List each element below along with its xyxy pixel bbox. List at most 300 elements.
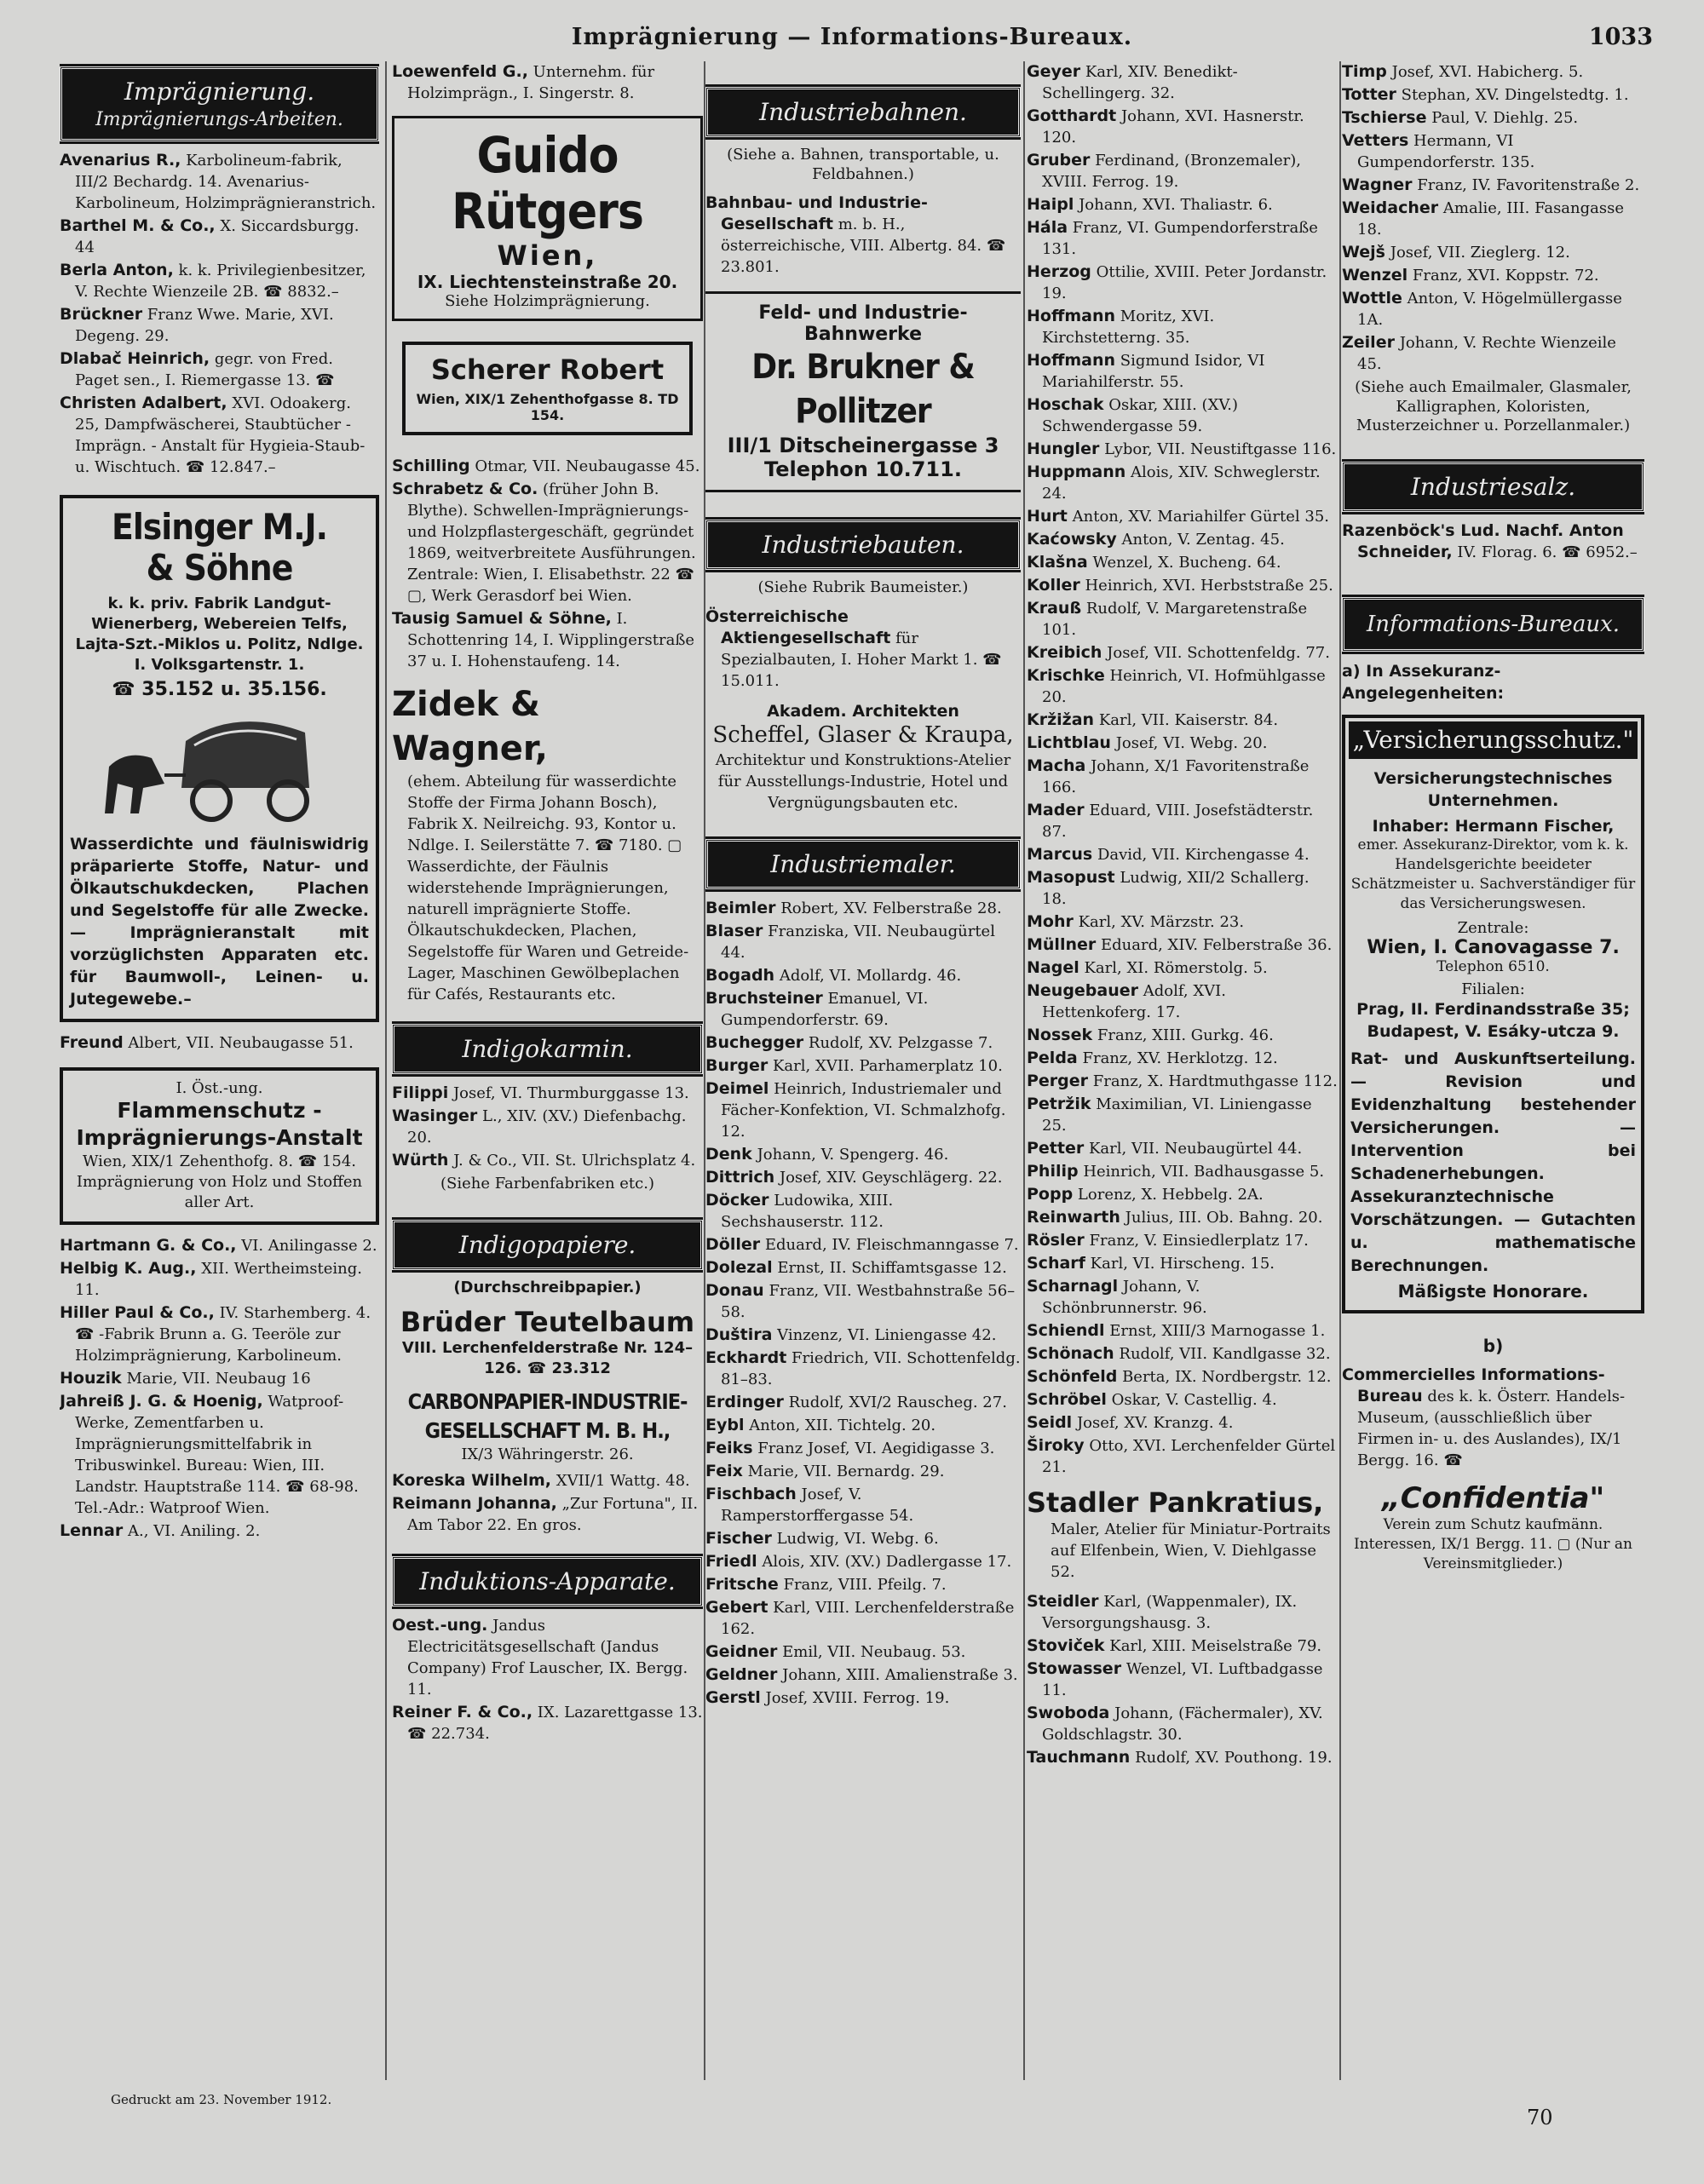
entry-details: L., XIV. (XV.) Diefenbachg. 20. <box>407 1107 687 1147</box>
entry-details: Johann, XVI. Thaliastr. 6. <box>1079 196 1273 214</box>
entry-list <box>1342 520 1644 563</box>
entry-details: Anton, XII. Tichtelg. 20. <box>749 1416 936 1434</box>
directory-entry <box>60 1258 379 1301</box>
entry-name: Blaser <box>705 921 763 940</box>
entry-details: Josef, VI. Thurmburggasse 13. <box>452 1084 689 1102</box>
directory-entry <box>60 1520 379 1542</box>
entry-details: Josef, XVI. Habicherg. 5. <box>1391 63 1584 81</box>
entry-name: Buchegger <box>705 1032 804 1052</box>
entry-details: (früher John B. Blythe). Schwellen-Imprägnierungs- und Holzpflastergeschäft, gegründet 1869, weitverbreitete Ausführungen. Zentrale: Wien, I. Elisabethstr. 22 ☎ ▢, Werk Gerasdorf bei Wien. <box>407 480 696 605</box>
directory-entry <box>1027 1591 1338 1634</box>
directory-entry <box>1342 288 1644 330</box>
directory-entry <box>1027 642 1338 664</box>
directory-entry <box>1342 130 1644 173</box>
entry-details: Franz, XIII. Gurkg. 46. <box>1097 1026 1274 1044</box>
entry-name: Österreichische Aktiengesellschaft <box>705 606 891 647</box>
entry-details: Moritz, XVI. Kirchstetterng. 35. <box>1042 307 1215 347</box>
entry-name: Tschierse <box>1342 108 1427 127</box>
entry-name: Masopust <box>1027 868 1115 887</box>
entry-details: Watproof-Werke, Zementfarben u. Imprägnierungsmittelfabrik in Tribuswinkel. Bureau: Wien, III. Landstr. Hauptstraße 114. ☎ 68-98. Tel.-Adr.: Watproof Wien. <box>75 1393 359 1517</box>
entry-details: Karl, XI. Römerstolg. 5. <box>1084 959 1268 977</box>
directory-entry <box>392 1083 703 1104</box>
directory-entry <box>1027 1138 1338 1159</box>
entry-details: Josef, V. Ramperstorffergasse 54. <box>721 1485 914 1525</box>
entry-list <box>392 1083 703 1171</box>
directory-entry <box>705 1144 1021 1165</box>
directory-entry <box>392 479 703 606</box>
directory-entry <box>705 1664 1021 1686</box>
directory-entry <box>705 1032 1021 1054</box>
see-reference: (Siehe a. Bahnen, transportable, u. Feldbahnen.) <box>727 146 999 183</box>
directory-entry <box>705 965 1021 986</box>
entry-name: Döller <box>705 1234 761 1254</box>
directory-entry <box>1027 1389 1338 1411</box>
entry-details: Eduard, IV. Fleischmanngasse 7. <box>764 1235 1019 1254</box>
directory-entry <box>1027 61 1338 104</box>
entry-name: Wenzel <box>1342 266 1408 284</box>
directory-entry <box>1342 242 1644 263</box>
entry-details: Karl, VIII. Lerchenfelderstraße 162. <box>721 1598 1015 1638</box>
entry-name: Hiller Paul & Co., <box>60 1303 215 1322</box>
advert-flammenschutz <box>60 1067 379 1225</box>
entry-name: Schrabetz & Co. <box>392 480 538 498</box>
directory-entry <box>1027 1658 1338 1701</box>
entry-name: Barthel M. & Co., <box>60 216 216 235</box>
directory-entry <box>1027 150 1338 193</box>
directory-entry <box>1027 756 1338 798</box>
section-heading-induktions-apparate: Induktions-Apparate. <box>392 1556 703 1606</box>
directory-entry <box>1027 911 1338 933</box>
directory-entry <box>392 1470 703 1491</box>
entry-list <box>392 1470 703 1536</box>
advert-address: Wien, I. Canovagasse 7. <box>1367 936 1620 958</box>
directory-entry <box>705 1078 1021 1142</box>
entry-name: Eybl <box>705 1415 745 1434</box>
directory-entry <box>1027 1161 1338 1182</box>
entry-name: Donau <box>705 1280 764 1300</box>
entry-details: Johann, V. Rechte Wienzeile 45. <box>1357 334 1616 373</box>
advert-teutelbaum <box>392 1306 703 1379</box>
entry-details: Rudolf, XVI/2 Rauscheg. 27. <box>788 1393 1007 1411</box>
entry-name: Swoboda <box>1027 1704 1110 1722</box>
directory-entry <box>392 1615 703 1700</box>
entry-name: Herzog <box>1027 262 1091 281</box>
directory-entry <box>1027 1747 1338 1768</box>
directory-entry <box>1027 1320 1338 1342</box>
entry-list <box>1027 61 1338 1478</box>
directory-entry <box>705 1597 1021 1640</box>
entry-list <box>1342 61 1644 375</box>
entry-list <box>705 898 1021 1709</box>
entry-name: Erdinger <box>705 1392 784 1411</box>
section-heading-impraegnierung <box>60 66 379 141</box>
directory-entry <box>1027 1025 1338 1046</box>
entry-details: Unternehm. für Holzimprägn., I. Singerstr. 8. <box>407 63 655 102</box>
entry-name: Vetters <box>1342 131 1409 150</box>
entry-details: VI. Anilingasse 2. <box>241 1237 377 1255</box>
directory-entry <box>60 260 379 302</box>
entry-name: Oest.-ung. <box>392 1616 488 1635</box>
entry-name: Široky <box>1027 1436 1085 1455</box>
see-reference: (Siehe auch Emailmaler, Glasmaler, Kalligraphen, Koloristen, Musterzeichner u. Porzellanmaler.) <box>1355 378 1632 434</box>
entry-details: Josef, VII. Schottenfeldg. 77. <box>1107 644 1330 662</box>
advert-name: Scheffel, Glaser & Kraupa, <box>712 721 1014 748</box>
advert-zidek <box>392 682 703 1005</box>
directory-entry <box>60 1302 379 1366</box>
entry-details: XII. Wertheimsteing. 11. <box>75 1260 362 1299</box>
page-title: Imprägnierung — Informations-Bureaux. <box>571 24 1133 50</box>
directory-entry <box>1027 957 1338 979</box>
entry-name: Commercielles Informations-Bureau <box>1342 1365 1605 1405</box>
entry-name: Neugebauer <box>1027 981 1139 1000</box>
directory-entry <box>1027 733 1338 754</box>
entry-details: J. & Co., VII. St. Ulrichsplatz 4. <box>453 1152 696 1170</box>
entry-details: Stephan, XV. Dingelstedtg. 1. <box>1401 86 1629 104</box>
entry-name: Gruber <box>1027 151 1091 170</box>
entry-name: Scharnagl <box>1027 1277 1119 1296</box>
directory-entry <box>705 1687 1021 1709</box>
entry-name: Feix <box>705 1461 743 1480</box>
advert-services: Rat- und Auskunftserteilung. — Revision und Evidenzhaltung bestehender Versicherungen. — Intervention bei Schadenerhebungen. Assekuranztechnische Vorschätzungen. — Gutachten u. mathematische Berechnungen. <box>1350 1049 1636 1275</box>
entry-list <box>60 1032 379 1054</box>
directory-entry <box>705 1438 1021 1459</box>
directory-entry <box>1027 1094 1338 1136</box>
directory-entry <box>1027 1703 1338 1745</box>
directory-entry <box>392 1150 703 1171</box>
directory-entry <box>1027 217 1338 260</box>
entry-list <box>392 1615 703 1744</box>
entry-name: Deimel <box>705 1078 769 1098</box>
directory-entry <box>60 1032 379 1054</box>
entry-details: Eduard, XIV. Felberstraße 36. <box>1100 936 1333 954</box>
advert-name-2: & Söhne <box>146 547 293 589</box>
advert-name: „Versicherungsschutz." <box>1349 721 1638 759</box>
entry-details: Karl, VII. Kaiserstr. 84. <box>1098 711 1279 729</box>
entry-details: Josef, VII. Zieglerg. 12. <box>1390 244 1570 262</box>
directory-entry <box>1027 506 1338 527</box>
directory-entry <box>1342 61 1644 83</box>
advert-elsinger <box>60 495 379 1022</box>
directory-entry <box>1027 844 1338 865</box>
entry-name: Nossek <box>1027 1026 1093 1044</box>
directory-entry <box>1027 1343 1338 1365</box>
entry-details: Lybor, VII. Neustiftgasse 116. <box>1104 440 1337 458</box>
entry-name: Hála <box>1027 218 1068 237</box>
entry-details: Franz, XVI. Koppstr. 72. <box>1412 267 1599 284</box>
entry-details: Wenzel, VI. Luftbadgasse 11. <box>1042 1660 1323 1699</box>
directory-entry <box>1027 1435 1338 1478</box>
entry-details: Johann, V. Spengerg. 46. <box>757 1145 949 1164</box>
section-subtitle: (Durchschreibpapier.) <box>453 1278 642 1296</box>
entry-name: Mohr <box>1027 912 1074 931</box>
section-subtitle: Imprägnierungs-Arbeiten. <box>95 109 343 130</box>
directory-entry <box>705 1234 1021 1256</box>
page-header <box>0 24 1704 58</box>
section-heading-industriebahnen: Industriebahnen. <box>705 87 1021 137</box>
entry-details: Rudolf, VII. Kandlgasse 32. <box>1119 1345 1331 1363</box>
directory-entry <box>392 608 703 672</box>
directory-entry <box>705 1641 1021 1663</box>
entry-details: „Zur Fortuna", II. Am Tabor 22. En gros. <box>407 1495 699 1534</box>
entry-details: IX. Lazarettgasse 13. ☎ 22.734. <box>407 1704 703 1743</box>
entry-name: Stoviček <box>1027 1636 1105 1655</box>
directory-entry <box>705 1167 1021 1188</box>
entry-name: Jahreiß J. G. & Hoenig, <box>60 1392 263 1411</box>
entry-name: Filippi <box>392 1083 449 1102</box>
entry-name: Dlabač Heinrich, <box>60 349 210 368</box>
entry-name: Hurt <box>1027 507 1068 526</box>
directory-entry <box>705 1190 1021 1233</box>
entry-name: Lichtblau <box>1027 733 1111 752</box>
directory-entry <box>60 150 379 214</box>
entry-name: Pelda <box>1027 1049 1078 1067</box>
advert-name: Zidek & Wagner, <box>392 685 548 768</box>
entry-name: Wejš <box>1342 243 1385 262</box>
subsection-b: b) <box>1482 1335 1504 1356</box>
advert-name: Dr. Brukner & Pollitzer <box>751 348 975 431</box>
column-3 <box>705 61 1021 2089</box>
entry-name: Kreibich <box>1027 643 1102 662</box>
advert-see: Siehe Holzimprägnierung. <box>445 292 650 310</box>
advert-branches: Prag, II. Ferdinandsstraße 35; Budapest, V. Esáky-utcza 9. <box>1356 999 1630 1041</box>
entry-details: Franz, XV. Herklotzg. 12. <box>1082 1049 1278 1067</box>
entry-name: Nagel <box>1027 958 1079 977</box>
entry-details: für Spezialbauten, I. Hoher Markt 1. ☎ 15.011. <box>721 629 1002 690</box>
entry-details: Friedrich, VII. Schottenfeldg. 81–83. <box>721 1348 1021 1388</box>
entry-list <box>705 193 1021 278</box>
entry-name: Dolezal <box>705 1257 773 1277</box>
advert-carbonpapier <box>392 1388 703 1463</box>
entry-name: Geldner <box>705 1664 778 1684</box>
entry-details: Hermann, VI Gumpendorferstr. 135. <box>1357 132 1535 171</box>
entry-details: Karl, XV. Märzstr. 23. <box>1078 913 1245 931</box>
entry-details: Karl, VII. Neubaugürtel 44. <box>1088 1140 1303 1158</box>
entry-name: Wottle <box>1342 289 1402 307</box>
entry-list <box>60 1235 379 1542</box>
entry-details: m. b. H., österreichische, VIII. Albertg. 84. ☎ 23.801. <box>721 216 1006 276</box>
directory-entry <box>1027 262 1338 304</box>
entry-name: Koller <box>1027 576 1080 595</box>
directory-entry <box>705 193 1021 278</box>
entry-details: Josef, VI. Webg. 20. <box>1115 734 1268 752</box>
directory-entry <box>392 1493 703 1536</box>
directory-entry <box>705 1461 1021 1482</box>
section-heading-industriebauten: Industriebauten. <box>705 520 1021 570</box>
entry-list <box>392 61 703 104</box>
entry-details: Lorenz, X. Hebbelg. 2A. <box>1077 1186 1264 1204</box>
entry-name: Macha <box>1027 756 1086 775</box>
entry-details: Emanuel, VI. Gumpendorferstr. 69. <box>721 989 929 1029</box>
entry-name: Huppmann <box>1027 463 1126 481</box>
entry-name: Bruchsteiner <box>705 988 823 1008</box>
entry-name: Perger <box>1027 1072 1089 1090</box>
directory-entry <box>705 988 1021 1031</box>
entry-name: Totter <box>1342 85 1396 104</box>
entry-details: Franz, IV. Favoritenstraße 2. <box>1417 176 1640 194</box>
entry-name: Helbig K. Aug., <box>60 1259 197 1278</box>
advert-confidentia <box>1342 1481 1644 1574</box>
entry-name: Bogadh <box>705 965 775 985</box>
entry-list <box>60 150 379 478</box>
advert-owner: Inhaber: Hermann Fischer, <box>1372 816 1615 836</box>
print-date: Gedruckt am 23. November 1912. <box>111 2092 332 2107</box>
directory-entry <box>1027 529 1338 550</box>
directory-entry <box>705 1484 1021 1526</box>
section-heading-indigopapiere: Indigopapiere. <box>392 1220 703 1270</box>
directory-entry <box>60 348 379 391</box>
advert-name: Stadler Pankratius, <box>1027 1486 1324 1519</box>
entry-name: Friedl <box>705 1551 757 1571</box>
directory-entry <box>705 1348 1021 1390</box>
entry-details: Karl, XVII. Parhamerplatz 10. <box>772 1056 1003 1075</box>
entry-name: Hoschak <box>1027 395 1104 414</box>
entry-details: Otmar, VII. Neubaugasse 45. <box>475 457 700 475</box>
advert-brukner-pollitzer <box>705 291 1021 492</box>
entry-details: I. Schottenring 14, I. Wipplingerstraße 37 u. I. Hohenstaufeng. 14. <box>407 610 695 670</box>
entry-details: Karl, XIV. Benedikt-Schellingerg. 32. <box>1042 63 1238 102</box>
directory-entry <box>705 1257 1021 1279</box>
directory-entry <box>60 393 379 478</box>
directory-entry <box>1342 175 1644 196</box>
entry-name: Marcus <box>1027 845 1093 864</box>
entry-details: Rudolf, V. Margaretenstraße 101. <box>1042 600 1308 639</box>
entry-name: Krischke <box>1027 666 1105 685</box>
entry-name: Gerstl <box>705 1687 761 1707</box>
entry-details: Oskar, V. Castellig. 4. <box>1111 1391 1277 1409</box>
entry-details: Franz Wwe. Marie, XVI. Degeng. 29. <box>75 306 334 345</box>
entry-name: Tauchmann <box>1027 1748 1131 1767</box>
directory-entry <box>1027 306 1338 348</box>
directory-entry <box>1027 1184 1338 1205</box>
entry-name: Schönfeld <box>1027 1367 1118 1386</box>
see-reference: (Siehe Rubrik Baumeister.) <box>757 578 969 596</box>
advert-name: „Confidentia" <box>1381 1480 1605 1515</box>
entry-list <box>1342 1365 1644 1471</box>
entry-details: XVII/1 Wattg. 48. <box>556 1472 690 1490</box>
directory-entry <box>1027 598 1338 641</box>
entry-name: Dittrich <box>705 1167 775 1187</box>
entry-name: Hartmann G. & Co., <box>60 1236 237 1255</box>
entry-details: Adolf, XVI. Hettenkoferg. 17. <box>1042 982 1226 1021</box>
entry-details: Rudolf, XV. Pelzgasse 7. <box>808 1033 993 1052</box>
entry-name: Geyer <box>1027 62 1081 81</box>
entry-name: Feiks <box>705 1438 753 1457</box>
advert-stadler <box>1027 1486 1338 1583</box>
entry-details: Josef, XV. Kranzg. 4. <box>1076 1414 1234 1432</box>
advert-name: CARBONPAPIER-INDUSTRIE-GESELLSCHAFT M. B. H., <box>407 1389 688 1443</box>
entry-details: David, VII. Kirchengasse 4. <box>1097 846 1310 864</box>
directory-entry <box>1027 710 1338 731</box>
advert-text: Maler, Atelier für Miniatur-Portraits auf Elfenbein, Wien, V. Diehlgasse 52. <box>1051 1520 1331 1581</box>
entry-name: Schönach <box>1027 1344 1114 1363</box>
entry-details: A., VI. Aniling. 2. <box>127 1522 261 1540</box>
column-divider <box>385 61 387 2080</box>
entry-name: Schilling <box>392 457 470 475</box>
entry-details: Adolf, VI. Mollardg. 46. <box>779 966 962 985</box>
advert-zentrale-label: Zentrale: <box>1457 918 1529 937</box>
directory-entry <box>1342 332 1644 375</box>
directory-entry <box>1342 520 1644 563</box>
entry-name: Avenarius R., <box>60 151 181 170</box>
entry-details: Franz, VIII. Pfeilg. 7. <box>783 1575 947 1594</box>
entry-details: Franz, VI. Gumpendorferstraße 131. <box>1042 219 1318 258</box>
advert-title: Versicherungstechnisches Unternehmen. <box>1373 768 1613 810</box>
entry-name: Fritsche <box>705 1574 779 1594</box>
advert-phone: ☎ 35.152 u. 35.156. <box>112 679 327 700</box>
advert-head: Feld- und Industrie-Bahnwerke <box>758 302 968 345</box>
directory-entry <box>1027 1366 1338 1388</box>
entry-details: Robert, XV. Felberstraße 28. <box>780 899 1002 917</box>
entry-name: Lennar <box>60 1521 124 1540</box>
entry-details: Josef, XVIII. Ferrog. 19. <box>765 1688 950 1707</box>
advert-ruetgers <box>392 116 703 321</box>
entry-details: Johann, (Fächermaler), XV. Goldschlagstr. 30. <box>1042 1704 1323 1744</box>
directory-entry <box>1027 1048 1338 1069</box>
directory-entry <box>705 1392 1021 1413</box>
entry-name: Weidacher <box>1342 198 1439 217</box>
directory-entry <box>1027 1207 1338 1228</box>
advert-phone: Telephon 6510. <box>1436 957 1550 975</box>
directory-entry <box>1027 106 1338 148</box>
wagon-illustration <box>92 707 348 826</box>
entry-name: Razenböck's Lud. Nachf. Anton Schneider, <box>1342 520 1624 561</box>
entry-details: Karl, XIII. Meiselstraße 79. <box>1109 1637 1322 1655</box>
advert-text: (ehem. Abteilung für wasserdichte Stoffe der Firma Johann Bosch), Fabrik X. Neilreichg. 93, Kontor u. Ndlge. I. Seilerstätte 7. ☎ 7180. ▢ Wasserdichte, der Fäulnis widerstehende Imprägnierungen, naturell imprägnierte Stoffe. Ölkautschukdecken, Plachen, Segelstoffe für Waren und Getreide-Lager, Maschinen Gewölbeplachen für Cafés, Restaurants etc. <box>407 773 689 1003</box>
entry-name: Fischer <box>705 1528 772 1548</box>
entry-name: Haipl <box>1027 195 1074 214</box>
column-divider <box>1023 61 1025 2080</box>
entry-details: IV. Starhemberg. 4. ☎ -Fabrik Brunn a. G. Teeröle zur Holzimprägnierung, Karbolineum. <box>75 1304 371 1365</box>
entry-list <box>1027 1591 1338 1768</box>
entry-details: Emil, VII. Neubaug. 53. <box>782 1642 966 1661</box>
entry-details: des k. k. Österr. Handels-Museum, (ausschließlich über Firmen in- u. des Auslandes), IX/1 Bergg. 16. ☎ <box>1357 1387 1626 1469</box>
entry-details: k. k. Privilegienbesitzer, V. Rechte Wienzeile 2B. ☎ 8832.– <box>75 262 366 301</box>
directory-entry <box>1342 1365 1644 1471</box>
advert-name: Scherer Robert <box>430 353 665 386</box>
entry-details: Rudolf, XV. Pouthong. 19. <box>1135 1749 1333 1767</box>
entry-name: Popp <box>1027 1185 1074 1204</box>
entry-name: Reimann Johanna, <box>392 1494 557 1513</box>
entry-details: IV. Florag. 6. ☎ 6952.– <box>1457 543 1638 561</box>
entry-name: Würth <box>392 1151 449 1170</box>
section-heading-indigokarmin: Indigokarmin. <box>392 1024 703 1074</box>
entry-list <box>705 606 1021 692</box>
advert-city: Wien, <box>497 239 598 272</box>
entry-details: Ernst, II. Schiffamtsgasse 12. <box>777 1258 1007 1277</box>
entry-details: Jandus Electricitätsgesellschaft (Jandus Company) Frof Lauscher, IX. Bergg. 11. <box>407 1617 688 1698</box>
entry-details: Ludwig, VI. Webg. 6. <box>776 1529 939 1548</box>
entry-details: Heinrich, XVI. Herbststraße 25. <box>1085 577 1333 595</box>
entry-name: Gebert <box>705 1597 769 1617</box>
directory-entry <box>705 898 1021 919</box>
advert-versicherungsschutz <box>1342 715 1644 1313</box>
entry-details: Karl, (Wappenmaler), IX. Versorgungshausg. 3. <box>1042 1593 1298 1632</box>
entry-details: Ludwig, XII/2 Schallerg. 18. <box>1042 869 1310 908</box>
entry-details: Wenzel, X. Bucheng. 64. <box>1092 554 1281 572</box>
entry-details: Johann, X/1 Favoritenstraße 166. <box>1042 757 1310 796</box>
entry-list <box>392 456 703 672</box>
directory-entry <box>1342 198 1644 240</box>
directory-entry <box>1027 552 1338 573</box>
entry-name: Steidler <box>1027 1592 1099 1611</box>
directory-entry <box>1342 84 1644 106</box>
directory-entry <box>60 1368 379 1389</box>
advert-name: Flammenschutz - Imprägnierungs-Anstalt <box>76 1098 363 1150</box>
directory-entry <box>1027 980 1338 1023</box>
entry-details: Alois, XIV. (XV.) Dadlergasse 17. <box>762 1552 1012 1571</box>
entry-name: Kaćowsky <box>1027 530 1117 549</box>
entry-details: X. Siccardsburgg. 44 <box>75 217 360 256</box>
